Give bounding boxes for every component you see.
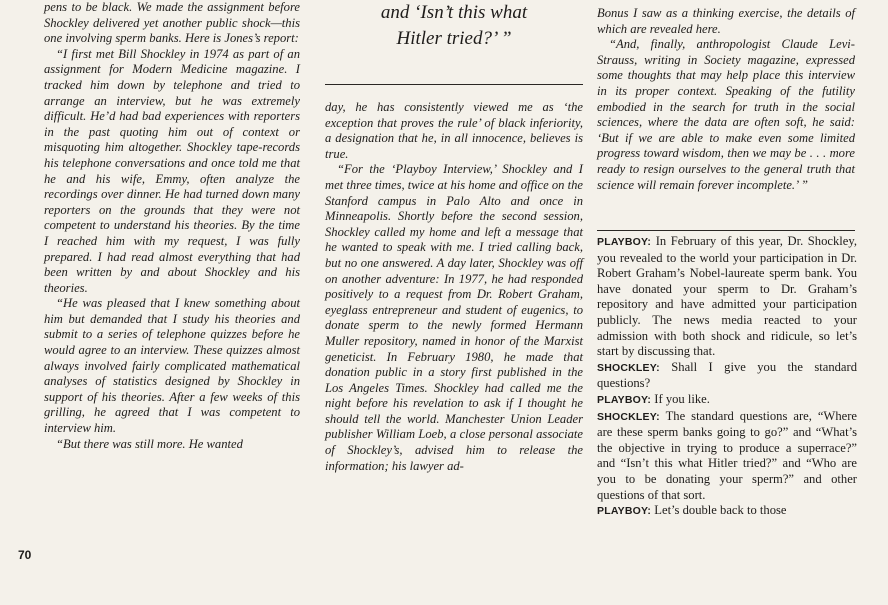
speaker-label: SHOCKLEY: bbox=[597, 410, 660, 423]
speaker-label: PLAYBOY: bbox=[597, 236, 652, 248]
paragraph: “He was pleased that I knew something about him but demanded that I study his theories and submit to a series of telephone quizzes before he would agree to an interview. These quizzes almost always involved fairly complicated mathematical analyses of statistics designed by Shockley in support of his theories. After a few weeks of this grilling, he agreed that I was competent to interview him. bbox=[44, 296, 300, 436]
paragraph: “For the ‘Playboy Interview,’ Shockley and I met three times, twice at his home and office on the Stanford campus in Palo Alto and once in Minneapolis. Shortly before the second session, Shockley called my home and left a message that he wanted to speak with me. I tried calling back, but no one answered. A day later, Shockley was off on another adventure: In 1977, he had responded positively to a request from Dr. Robert Graham, eyeglass entrepreneur and student of eugenics, to donate sperm to the newly formed Hermann Muller repository, named in honor of the Marxist geneticist. In February 1980, he made that donation public in a story first published in the Los Angeles Times. Shockley had called me the night before his revelation to ask if I thought he should tell the world. Manchester Union Leader publisher William Loeb, a close personal associate of Shockley’s, advised him to release the information; his lawyer ad- bbox=[325, 162, 583, 473]
speaker-label: PLAYBOY: bbox=[597, 505, 652, 518]
interview-turn bbox=[597, 503, 857, 520]
interview-text: In February of this year, Dr. Shockley, you revealed to the world your participation in Dr. Robert Graham’s Nobel-laureate sperm bank. You have donated your sperm to Dr. Graham’s repository and have admitted your participation publicly. The news media reacted to your admission with both shock and ridicule, so let’s start by discussing that. bbox=[597, 234, 857, 359]
pull-quote-line-1: and ‘Isn’t this what bbox=[380, 2, 528, 23]
interview-text: Let’s double back to those bbox=[654, 503, 787, 518]
interview-turn bbox=[597, 409, 857, 504]
interview-text: The standard questions are, “Where are these sperm banks going to go?” and “What’s the objective in trying to produce a superrace?” and “Isn’t this what Hitler tried?” and “Who are you to be donating your sperm?” and other questions of that sort. bbox=[597, 408, 857, 502]
interview-section bbox=[597, 234, 857, 520]
speaker-label: PLAYBOY: bbox=[597, 393, 652, 406]
paragraph: day, he has consistently viewed me as ‘the exception that proves the rule’ of black inferiority, a designation that he, in all innocence, believes is true. bbox=[325, 100, 583, 161]
paragraph: “But there was still more. He wanted bbox=[56, 436, 243, 451]
interview-turn bbox=[597, 360, 857, 392]
paragraph: “I first met Bill Shockley in 1974 as part of an assignment for Modern Medicine magazine. I tracked him down by telephone and tried to arrange an interview, but he was extremely difficult. He’d had bad experiences with reporters in the past quoting him out of context or misquoting him altogether. Shockley tape-records his telephone conversations and once told me that he and his wife, Emmy, often analyze the recordings over dinner. He had turned down many reporters on the grounds that they were not competent to understand his theories. By the time I reached him with my request, I was fully prepared. I had read almost everything that had been written by and about Shockley and his theories. bbox=[44, 46, 300, 295]
interview-turn bbox=[597, 234, 857, 360]
page-number: 70 bbox=[18, 548, 32, 562]
speaker-label: SHOCKLEY: bbox=[597, 361, 660, 374]
column-1 bbox=[44, 0, 300, 452]
interview-text: If you like. bbox=[654, 391, 710, 406]
column-2 bbox=[325, 100, 583, 474]
interview-turn bbox=[597, 392, 857, 409]
paragraph: “And, finally, anthropologist Claude Levi-Strauss, writing in Society magazine, expressed some thoughts that may help place this interview in its proper context. Speaking of the futility embodied in the search for truth in the social sciences, where the data are often soft, he said: ‘But if we are able to make even some limited progress toward wisdom, then we may be . . . more ready to resign ourselves to the general truth that science will remain forever incomplete.’ ” bbox=[597, 37, 855, 192]
section-rule bbox=[597, 230, 855, 231]
paragraph: Bonus I saw as a thinking exercise, the details of which are revealed here. bbox=[597, 6, 855, 36]
pull-quote-line-2: Hitler tried?’ ” bbox=[396, 28, 512, 49]
interview-text: Shall I give you the standard questions? bbox=[597, 359, 857, 391]
pull-quote-rule bbox=[325, 84, 583, 85]
column-3-intro bbox=[597, 6, 855, 193]
paragraph: pens to be black. We made the assignment before Shockley delivered yet another public shock—this one involving sperm banks. Here is Jones’s report: bbox=[44, 0, 300, 46]
pull-quote bbox=[325, 0, 583, 52]
